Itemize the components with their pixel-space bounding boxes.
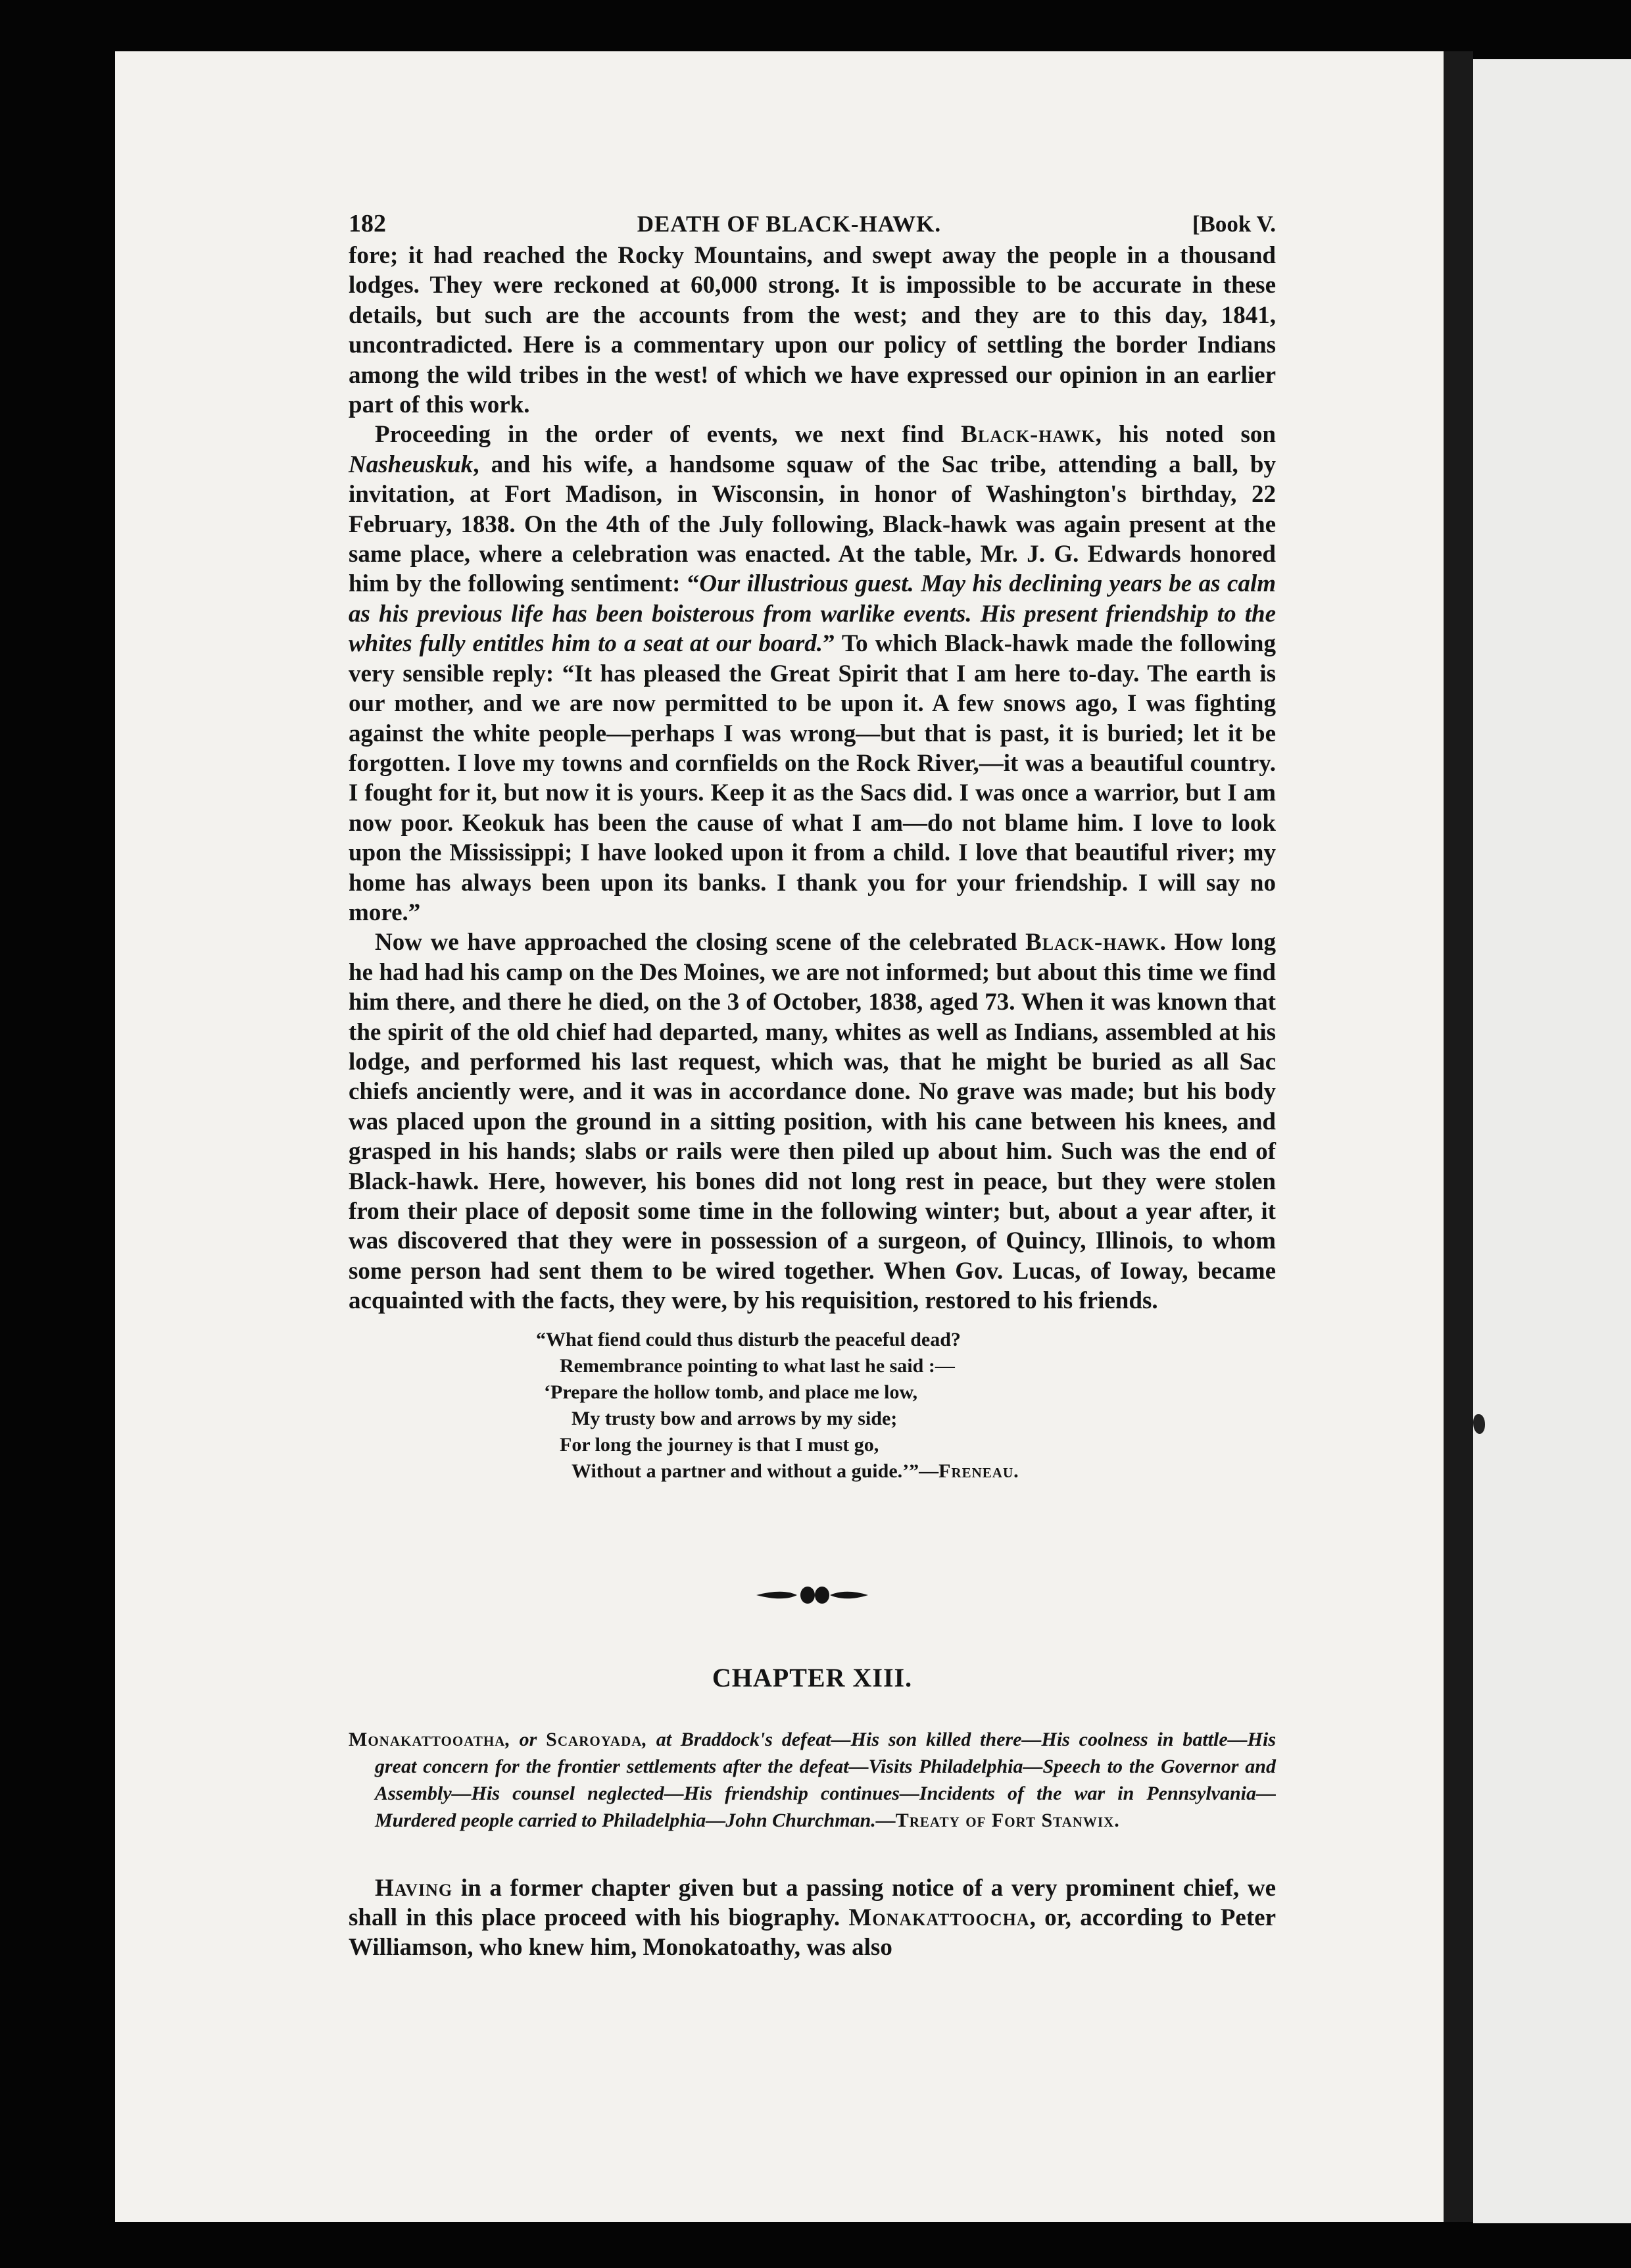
- poem-epigraph: [536, 1327, 1276, 1485]
- name-blackhawk: Black-hawk: [961, 421, 1096, 449]
- text-span: , at Braddock's defeat—His son killed there—His coolness in battle—His great concern for the frontier settlements after the defeat—Visits Philadelphia—Speech to the Governor and Assembly—His counsel neglected—His friendship continues—Incidents of the war in Pennsylvania—Murdered people carried to Philadelphia—John Churchman.—: [375, 1728, 1276, 1831]
- text-span: ” To which Black-hawk made the following very sensible reply: “It has pleased the Great Spirit that I am here to-day. The earth is our mother, and we are now permitted to be upon it. A few snows ago, I was fighting against the white people—perhaps I was wrong—but that is past, it is buried; let it be forgotten. I love my towns and cornfields on the Rock River,—it was a beautiful country. I fought for it, but now it is yours. Keep it as the Sacs did. I was once a warrior, but I am now poor. Keokuk has been the cause of what I am—do not blame him. I love to look upon the Mississippi; I have looked upon it from a child. I love that beautiful river; my home has always been upon its banks. I thank you for your friendship. I will say no more.”: [349, 630, 1276, 926]
- text-span: , and his wife, a handsome squaw of the Sac tribe, attending a ball, by invitation, at Fort Madison, in Wisconsin, in honor of Washington's birthday, 22 February, 1838. On the 4th of the July following, Black-hawk was again present at the same place, where a celebration was enacted. At the table, Mr. J. G. Edwards honored him by the following sentiment: “: [349, 451, 1276, 598]
- text-span: Without a partner and without a guide.’”—: [572, 1460, 939, 1482]
- running-title: DEATH OF BLACK-HAWK.: [637, 211, 942, 237]
- name-blackhawk: Black-hawk: [1025, 929, 1160, 956]
- paragraph-1: fore; it had reached the Rocky Mountains, and swept away the people in a thousand lodges. They were reckoned at 60,000 strong. It is impossible to be accurate in these details, but such are the accounts from the west; and they are to this day, 1841, uncontradicted. Here is a commentary upon our policy of settling the border Indians among the wild tribes in the west! of which we have expressed our opinion in an earlier part of this work.: [349, 242, 1276, 419]
- adjacent-page-edge: [1473, 59, 1631, 2223]
- text-span: Proceeding in the order of events, we next find: [375, 421, 962, 449]
- poem-line: ‘Prepare the hollow tomb, and place me low,: [544, 1381, 918, 1403]
- ink-speck: [1473, 1414, 1485, 1434]
- page-number: 182: [349, 210, 386, 237]
- book-label: [Book V.: [1192, 211, 1276, 237]
- paragraph-2: [349, 420, 1276, 927]
- ornament-icon: [756, 1583, 868, 1607]
- text-span: Now we have approached the closing scene of the celebrated: [375, 929, 1026, 956]
- opening-word: Having: [375, 1874, 453, 1902]
- name-nasheuskuk: Nasheuskuk: [349, 451, 474, 478]
- chapter-summary: [349, 1726, 1276, 1834]
- poem-line: My trusty bow and arrows by my side;: [572, 1407, 898, 1429]
- poem-author: Freneau.: [938, 1460, 1019, 1482]
- chapter-opening-paragraph: [349, 1873, 1276, 1963]
- name-scaroyada: Scaroyada: [546, 1728, 643, 1750]
- text-span: , his noted son: [1095, 421, 1276, 449]
- chapter-title: CHAPTER XIII.: [712, 1662, 913, 1692]
- poem-line: Remembrance pointing to what last he said :—: [560, 1354, 955, 1377]
- chapter-ornament: [349, 1583, 1276, 1610]
- poem-line: “What fiend could thus disturb the peaceful dead?: [536, 1328, 961, 1350]
- text-span: . How long he had had his camp on the Des Moines, we are not informed; but about this time we find him there, and there he died, on the 3 of October, 1838, aged 73. When it was known that the spirit of the old chief had departed, many, whites as well as Indians, assembled at his lodge, and performed his last request, which was, that he might be buried as all Sac chiefs anciently were, and it was in accordance done. No grave was made; but his body was placed upon the ground in a sitting position, with his cane between his knees, and grasped in his hands; slabs or rails were then piled up about him. Such was the end of Black-hawk. Here, however, his bones did not long rest in peace, but they were stolen from their place of deposit some time in the following winter; but, about a year after, it was discovered that they were in possession of a surgeon, of Quincy, Illinois, to whom some person had sent them to be wired together. When Gov. Lucas, of Ioway, became acquainted with the facts, they were, by his requisition, restored to his friends.: [349, 929, 1277, 1315]
- poem-line: [536, 1458, 1276, 1485]
- name-monakattooatha: Monakattooatha: [349, 1728, 506, 1750]
- text-span: , or, according to Peter Williamson, who knew him, Monokatoathy, was also: [349, 1904, 1276, 1961]
- page-gutter: [1444, 51, 1473, 2222]
- treaty-name: Treaty of Fort Stanwix.: [895, 1809, 1120, 1831]
- page-text: [349, 209, 1276, 1963]
- poem-line: For long the journey is that I must go,: [560, 1433, 879, 1456]
- name-monakattoocha: Monakattoocha: [848, 1904, 1030, 1932]
- toast-quote: Our illustrious guest. May his declining years be as calm as his previous life has been boisterous from warlike events. His present friendship to the whites fully entitles him to a seat at our board.: [349, 570, 1277, 658]
- text-span: , or: [505, 1728, 547, 1750]
- paragraph-3: [349, 927, 1276, 1316]
- text-span: in a former chapter given but a passing notice of a very prominent chief, we shall in this place proceed with his biography.: [349, 1874, 1276, 1932]
- running-header: [349, 209, 1276, 241]
